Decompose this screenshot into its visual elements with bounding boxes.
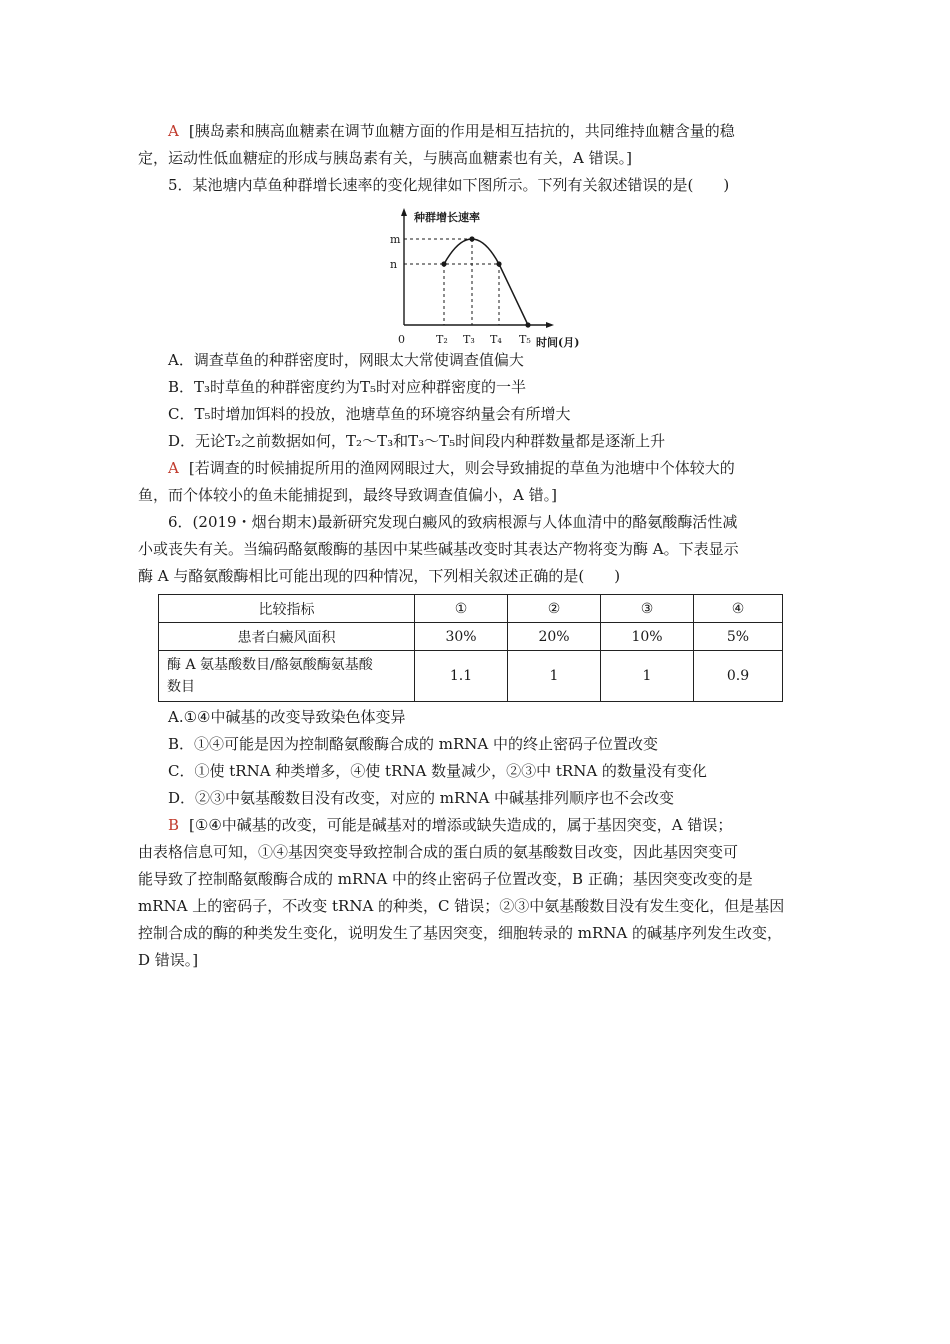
growth-rate-curve xyxy=(444,239,528,325)
table-header-cell: ② xyxy=(508,595,601,623)
q6-option-c: C．①使 tRNA 种类增多，④使 tRNA 数量减少，②③中 tRNA 的数量没有变化 xyxy=(168,762,707,780)
answer-letter: A xyxy=(168,122,179,140)
table-header-cell: ④ xyxy=(694,595,783,623)
y-axis-arrow xyxy=(401,208,407,216)
q6-answer-line-4: mRNA 上的密码子，不改变 tRNA 的种类，C 错误；②③中氨基酸数目没有发生变化，但是基因 xyxy=(138,897,785,915)
table-header-cell: ① xyxy=(415,595,508,623)
table-cell: 1.1 xyxy=(415,651,508,702)
q6-answer-line-3: 能导致了控制酪氨酸酶合成的 mRNA 中的终止密码子位置改变，B 正确；基因突变改变的是 xyxy=(138,870,753,888)
answer-letter: A xyxy=(168,459,179,477)
table-cell: 5% xyxy=(694,623,783,651)
point-t4 xyxy=(496,261,501,266)
table-cell: 1 xyxy=(508,651,601,702)
q6-answer-line-6: D 错误。] xyxy=(138,951,199,969)
q4-answer-line-1: A [胰岛素和胰高血糖素在调节血糖方面的作用是相互拮抗的，共同维持血糖含量的稳 xyxy=(168,122,735,140)
q5-stem: 5．某池塘内草鱼种群增长速率的变化规律如下图所示。下列有关叙述错误的是( ) xyxy=(168,176,730,194)
table-cell: 1 xyxy=(601,651,694,702)
q6-answer-line-2: 由表格信息可知，①④基因突变导致控制合成的蛋白质的氨基酸数目改变，因此基因突变可 xyxy=(138,843,739,861)
q6-option-b: B．①④可能是因为控制酪氨酸酶合成的 mRNA 中的终止密码子位置改变 xyxy=(168,735,659,753)
table-cell: 0.9 xyxy=(694,651,783,702)
q4-answer-line-2: 定，运动性低血糖症的形成与胰岛素有关，与胰高血糖素也有关，A 错误。] xyxy=(138,149,632,167)
answer-letter: B xyxy=(168,816,180,834)
table-header-cell: ③ xyxy=(601,595,694,623)
x-axis-label: 时间(月) xyxy=(536,336,580,349)
table-row xyxy=(159,651,783,702)
q5-option-c: C．T₅时增加饵料的投放，池塘草鱼的环境容纳量会有所增大 xyxy=(168,405,571,423)
q5-option-b: B．T₃时草鱼的种群密度约为T₅时对应种群密度的一半 xyxy=(168,378,527,396)
table-header-row xyxy=(159,595,783,623)
q6-answer-line-5: 控制合成的酶的种类发生变化，说明发生了基因突变，细胞转录的 mRNA 的碱基序列发生改变， xyxy=(138,924,783,942)
table-cell: 30% xyxy=(415,623,508,651)
document-page xyxy=(138,118,816,974)
x-tick-t4: T₄ xyxy=(490,333,502,346)
q5-option-a: A．调查草鱼的种群密度时，网眼太大常使调查值偏大 xyxy=(168,351,524,369)
table-row xyxy=(159,623,783,651)
x-tick-t5: T₅ xyxy=(519,333,531,346)
q6-stem-line-1: 6．(2019・烟台期末)最新研究发现白癜风的致病根源与人体血清中的酪氨酸酶活性减 xyxy=(168,513,738,531)
table-header-cell: 比较指标 xyxy=(159,595,415,623)
y-tick-m: m xyxy=(390,233,401,246)
table-cell: 20% xyxy=(508,623,601,651)
q5-option-d: D．无论T₂之前数据如何，T₂～T₃和T₃～T₅时间段内种群数量都是逐渐上升 xyxy=(168,432,666,450)
y-tick-n: n xyxy=(390,258,398,271)
x-tick-0: 0 xyxy=(398,333,405,346)
q6-stem-line-3: 酶 A 与酪氨酸酶相比可能出现的四种情况，下列相关叙述正确的是( ) xyxy=(138,567,621,585)
q6-option-d: D．②③中氨基酸数目没有改变，对应的 mRNA 中碱基排列顺序也不会改变 xyxy=(168,789,675,807)
x-tick-t2: T₂ xyxy=(436,333,448,346)
point-t2 xyxy=(441,261,446,266)
y-axis-label: 种群增长速率 xyxy=(414,211,480,224)
point-t5 xyxy=(525,322,530,327)
q6-stem-line-2: 小或丧失有关。当编码酪氨酸酶的基因中某些碱基改变时其表达产物将变为酶 A。下表显示 xyxy=(138,540,739,558)
q6-option-a: A.①④中碱基的改变导致染色体变异 xyxy=(168,708,406,726)
chart-svg xyxy=(356,203,586,351)
q5-answer-line-1: A [若调查的时候捕捉所用的渔网网眼过大，则会导致捕捉的草鱼为池塘中个体较大的 xyxy=(168,459,735,477)
x-axis-arrow xyxy=(546,322,554,328)
x-tick-t3: T₃ xyxy=(463,333,475,346)
comparison-table xyxy=(158,594,783,702)
growth-rate-chart xyxy=(138,199,816,347)
table-cell: 10% xyxy=(601,623,694,651)
point-t3 xyxy=(469,236,474,241)
table-row-label: 患者白癜风面积 xyxy=(159,623,415,651)
table-row-label: 酶 A 氨基酸数目/酪氨酸酶氨基酸 数目 xyxy=(159,651,415,702)
q5-answer-line-2: 鱼，而个体较小的鱼未能捕捉到，最终导致调查值偏小，A 错。] xyxy=(138,486,557,504)
q6-answer-line-1: B [①④中碱基的改变，可能是碱基对的增添或缺失造成的，属于基因突变，A 错误； xyxy=(168,816,733,834)
